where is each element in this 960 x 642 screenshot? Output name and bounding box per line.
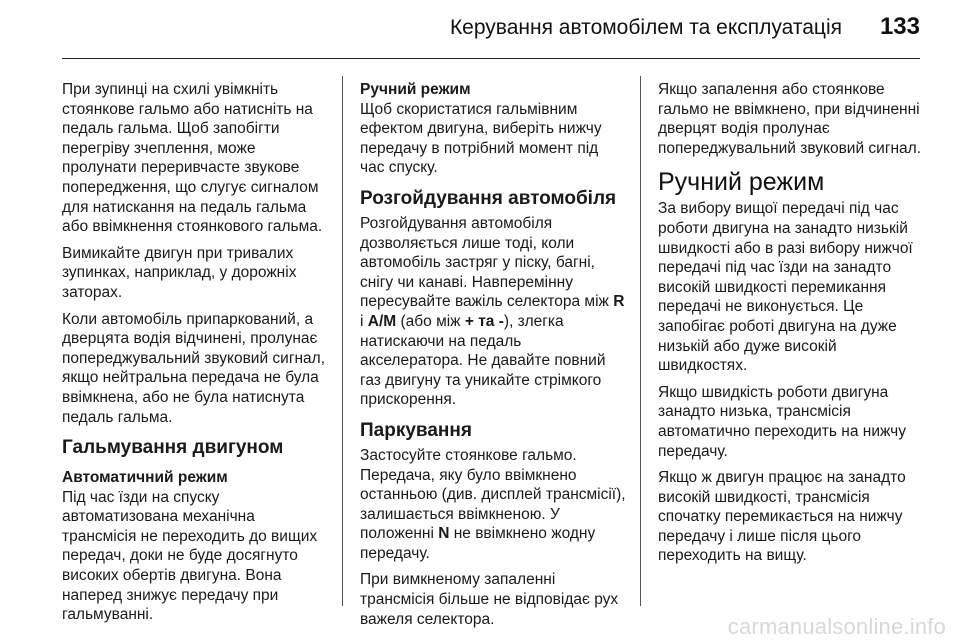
selector-am: A/M [367,312,397,330]
selector-plus: + [464,312,474,330]
paragraph-parking: Застосуйте стоянкове гальмо. Передача, яку було ввімкнено останньою (див. дисплей трансмісії), залишається ввімкненою. У положенні N не ввімкнено жодну передачу. [360,446,626,562]
selector-r: R [613,293,625,311]
paragraph-ignition-off: При вимкненому запаленні трансмісія більше не відповідає рух важеля селектора. [360,571,619,628]
header-divider [62,58,920,59]
paragraph-high-rpm: Якщо ж двигун працює на занадто високій швидкості, трансмісія спочатку перемикається на нижчу передачу і лише після цього переходить на вищу. [658,469,906,565]
paragraph-hill-stop: При зупинці на схилі увімкніть стоянкове гальмо або натисніть на педаль гальма. Щоб запобігти перегріву зчеплення, може пролунати переривчасте звукове попередження, що слугує сигналом для натискання на педаль гальма або ввімкнення стоянкового гальма. [62,81,323,236]
selector-minus: - [498,312,504,330]
column-divider-2 [640,76,641,606]
watermark: carmanualsonline.info [727,614,946,639]
paragraph-auto-downshift: Якщо швидкість роботи двигуна занадто низька, трансмісія автоматично переходить на нижчу передачу. [658,383,906,460]
paragraph-manual-braking: Щоб скористатися гальмівним ефектом двигуна, виберіть нижчу передачу в потрібний момент під час спуску. [360,100,602,177]
paragraph-gear-protection: За вибору вищої передачі під час роботи двигуна на занадто низькій швидкості або в разі вибору нижчої передачі під час їзди на занадто високій швидкості перемикання передачі не виконується. Це запобігає роботі двигуна на дуже низькій або дуже високій швидкостях. [658,200,913,375]
heading-parking: Паркування [360,419,472,441]
page-number: 133 [879,13,920,40]
subheading-automatic-mode: Автоматичний режим [62,469,228,487]
column-divider-1 [342,76,343,606]
text-column-1 [62,80,328,632]
paragraph-automatic-braking: Під час їзди на спуску автоматизована механічна трансмісія не переходить до вищих передач, доки не буде досягнуто високих обертів двигуна. Вона наперед знижує передачу при гальмуванні. [62,488,318,624]
paragraph-rocking: Розгойдування автомобіля дозволяється лише тоді, коли автомобіль застряг у піску, багні, снігу чи канаві. Навперемінну пересувайте важіль селектора між R і A/M (або між + та -), злегка натискаючи на педаль акселератора. Не давайте повний газ двигуну та уникайте стрімкого прискорення. [360,214,625,409]
heading-engine-braking: Гальмування двигуном [62,437,284,459]
heading-manual-mode: Ручний режим [658,168,825,197]
paragraph-long-stops: Вимикайте двигун при тривалих зупинках, наприклад, у дорожніх заторах. [62,244,297,301]
heading-rocking: Розгойдування автомобіля [360,187,617,209]
page-header [0,0,960,62]
paragraph-parked-warning: Коли автомобіль припаркований, а дверцята водія відчинені, пролунає попереджувальний звуковий сигнал, якщо нейтральна передача не була ввімкнена, або не була натиснута педаль гальма. [62,310,326,426]
text-column-2 [360,80,626,636]
running-header-title: Керування автомобілем та експлуатація [449,16,842,39]
paragraph-door-warning: Якщо запалення або стоянкове гальмо не ввімкнено, при відчиненні дверцят водія пролунає попереджувальний звуковий сигнал. [658,81,922,157]
subheading-manual-mode: Ручний режим [360,81,471,98]
text-column-3 [658,80,924,573]
selector-n: N [438,525,450,543]
